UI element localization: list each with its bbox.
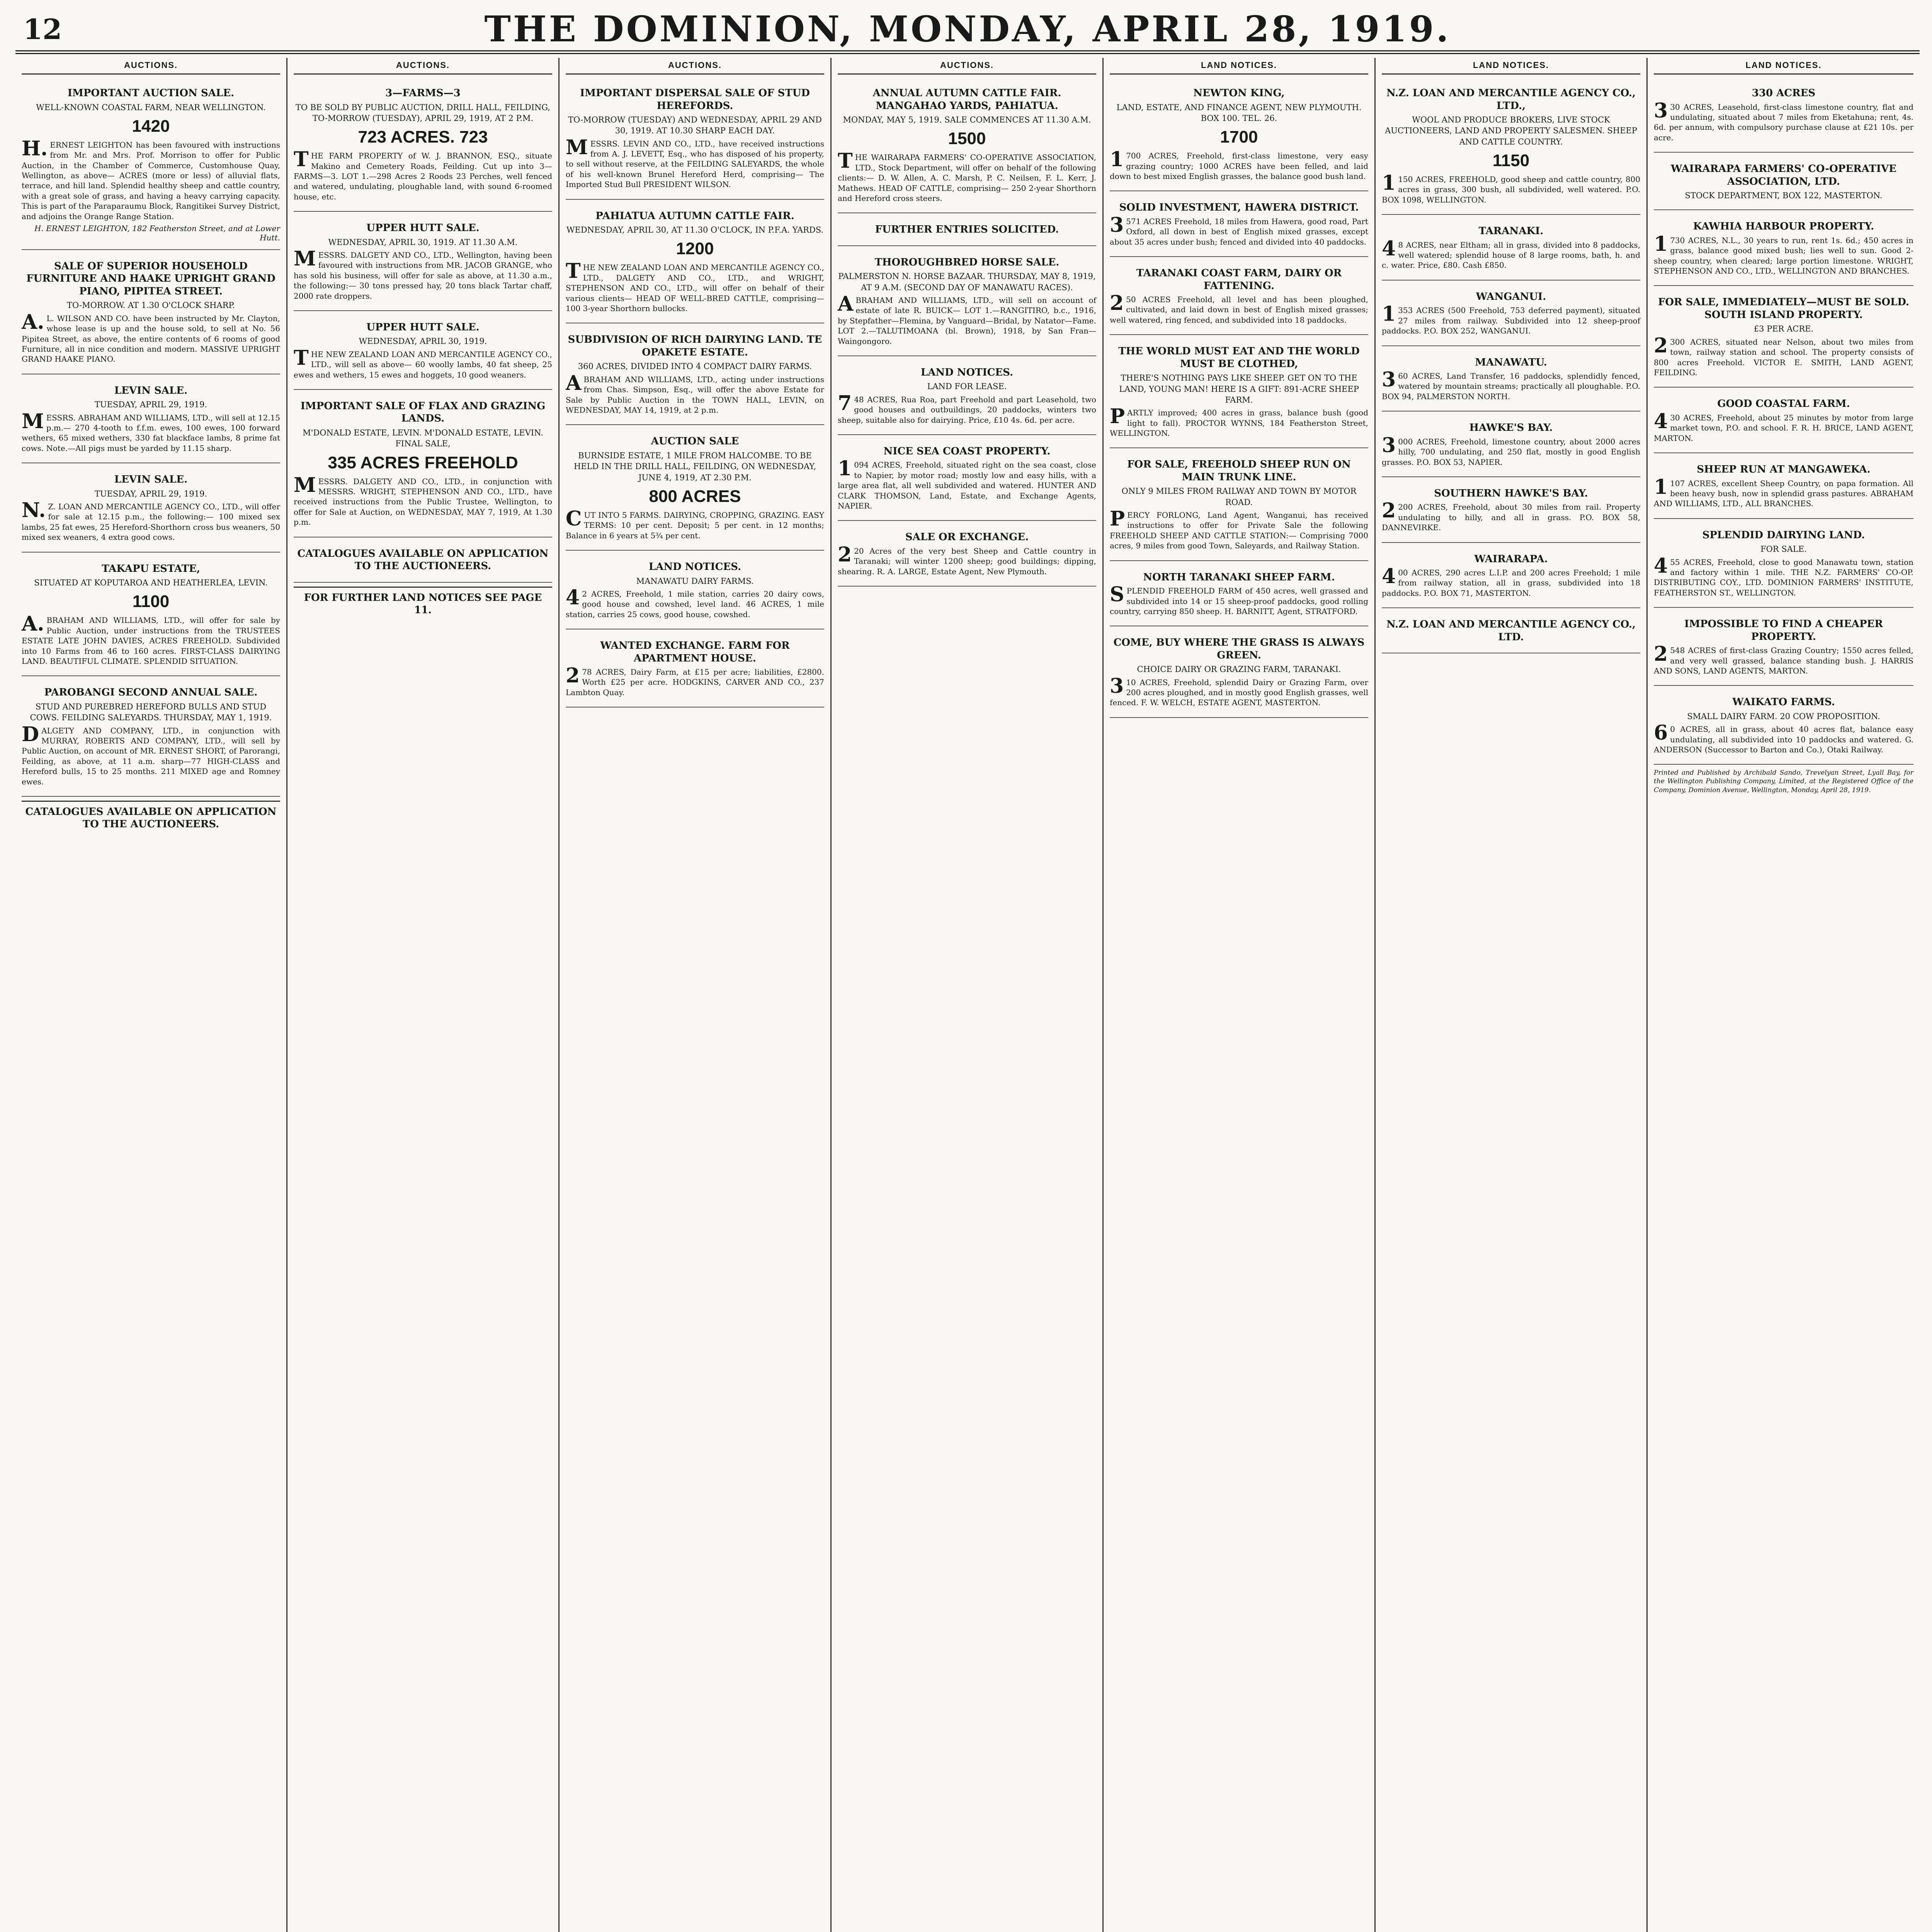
classified-ad	[838, 360, 1096, 435]
ad-title: SOUTHERN HAWKE'S BAY.	[1434, 487, 1588, 499]
ad-body: A.BRAHAM AND WILLIAMS, LTD., will offer for sale by Public Auction, under instructions from the TRUSTEES ESTATE LATE JOHN DAVIES, ACRES FREEHOLD. Subdivided into 10 Farms from 46 to 160 acres. FIRST-CLASS DAIRYING LAND. BEAUTIFUL CLIMATE. SPLENDID SITUATION.	[22, 612, 280, 666]
ad-title: GOOD COASTAL FARM.	[1717, 398, 1850, 410]
ad-acreage: 1700	[1220, 128, 1258, 147]
column-heading: LAND NOTICES.	[1110, 58, 1368, 75]
ad-acreage: 1100	[132, 592, 170, 611]
ad-title: PAHIATUA AUTUMN CATTLE FAIR.	[595, 210, 794, 222]
ad-acreage: 800 ACRES	[649, 486, 741, 506]
ad-body: 250 ACRES Freehold, all level and has been ploughed, cultivated, and laid down in best of English mixed grasses; well watered, ring fenced, and subdivided into 18 paddocks.	[1110, 291, 1368, 325]
ad-body: CUT INTO 5 FARMS. DAIRYING, CROPPING, GRAZING. EASY TERMS: 10 per cent. Deposit; 5 per cent. in 12 months; Balance in 6 years at 5¾ per cent.	[566, 507, 824, 540]
ad-title: SHEEP RUN AT MANGAWEKA.	[1697, 464, 1871, 476]
ad-body: SPLENDID FREEHOLD FARM of 450 acres, well grassed and subdivided into 14 or 15 sheep-proof paddocks, good rolling country, carrying 850 sheep. H. BARNITT, Agent, STRATFORD.	[1110, 583, 1368, 616]
ad-title: LAND NOTICES.	[920, 366, 1014, 378]
ad-title: SALE OF SUPERIOR HOUSEHOLD FURNITURE AND HAAKE UPRIGHT GRAND PIANO, PIPITEA STREET.	[26, 260, 276, 297]
ad-title: TARANAKI COAST FARM, DAIRY OR FATTENING.	[1136, 267, 1342, 292]
ad-title: SPLENDID DAIRYING LAND.	[1702, 529, 1865, 541]
ad-title: HAWKE'S BAY.	[1469, 422, 1553, 434]
ad-body: 1107 ACRES, excellent Sheep Country, on papa formation. All been heavy bush, now in splendid grass pastures. ABRAHAM AND WILLIAMS, LTD., ALL BRANCHES.	[1654, 475, 1913, 509]
classified-ad	[566, 327, 824, 425]
classified-ad	[838, 250, 1096, 356]
classified-ad	[566, 633, 824, 707]
ad-title: N.Z. LOAN AND MERCANTILE AGENCY CO., LTD.,	[1386, 87, 1636, 112]
ad-title: FOR SALE, IMMEDIATELY—MUST BE SOLD. SOUTH ISLAND PROPERTY.	[1658, 296, 1910, 321]
newspaper-title: THE DOMINION, MONDAY, APRIL 28, 1919.	[484, 8, 1451, 50]
ad-subtitle: TUESDAY, APRIL 29, 1919.	[94, 400, 207, 410]
ad-title: IMPORTANT AUCTION SALE.	[67, 87, 235, 99]
classified-ad	[1110, 565, 1368, 627]
classified-ad	[22, 81, 280, 250]
ad-body: 42 ACRES, Freehold, 1 mile station, carries 20 dairy cows, good house and cowshed, level land. 46 ACRES, 1 mile station, carries 25 cows, good house, cowshed.	[566, 585, 824, 619]
ad-body: A.L. WILSON AND CO. have been instructed by Mr. Clayton, whose lease is up and the house sold, to sell at No. 56 Pipitea Street, as above, the entire contents of 6 rooms of good Furniture, all in nice condition and modern. MASSIVE UPRIGHT GRAND HAAKE PIANO.	[22, 310, 280, 364]
classified-ad	[1654, 214, 1913, 286]
ad-acreage: 723 ACRES. 723	[358, 128, 488, 147]
column-6	[1376, 58, 1648, 1932]
ad-body: MESSRS. ABRAHAM AND WILLIAMS, LTD., will sell at 12.15 p.m.— 270 4-tooth to f.f.m. ewes, 100 ewes, 100 forward wethers, 65 mixed wethers, 330 fat blackface lambs, 8 prime fat cows. Note.—All pigs must be yarded by 11.15 sharp.	[22, 409, 280, 453]
ad-title: IMPORTANT SALE OF FLAX AND GRAZING LANDS.	[300, 400, 546, 425]
ad-subtitle: CHOICE DAIRY OR GRAZING FARM, TARANAKI.	[1137, 665, 1341, 674]
ad-body: MESSRS. DALGETY AND CO., LTD., in conjunction with MESSRS. WRIGHT, STEPHENSON AND CO., LTD., have received instructions from the Public Trustee, Wellington, to offer for Sale at Auction, on WEDNESDAY, MAY 7, 1919, At 1.30 p.m.	[294, 473, 552, 527]
ad-title: FOR SALE, FREEHOLD SHEEP RUN ON MAIN TRUNK LINE.	[1127, 459, 1351, 483]
ad-body: MESSRS. LEVIN AND CO., LTD., have received instructions from A. J. LEVETT, Esq., who has disposed of his property, to sell without reserve, at the FEILDING SALEYARDS, the whole of his well-known Brunel Hereford Herd, comprising— The Imported Stud Bull PRESIDENT WILSON.	[566, 135, 824, 189]
ad-body: 220 Acres of the very best Sheep and Cattle country in Taranaki; will winter 1200 sheep; good buildings; dipping, shearing. R. A. LARGE, Estate Agent, New Plymouth.	[838, 543, 1096, 576]
classified-ad	[566, 429, 824, 551]
column-7	[1648, 58, 1920, 1932]
ad-body: 2200 ACRES, Freehold, about 30 miles from rail. Property undulating to hilly, and all in grass. P.O. BOX 58, DANNEVIRKE.	[1382, 499, 1640, 532]
ad-subtitle: M'DONALD ESTATE, LEVIN. M'DONALD ESTATE, LEVIN. FINAL SALE,	[303, 428, 543, 449]
ad-subtitle: TUESDAY, APRIL 29, 1919.	[94, 489, 207, 498]
ad-signature: H. ERNEST LEIGHTON, 182 Featherston Street, and at Lower Hutt.	[34, 223, 280, 242]
ad-acreage: 1500	[948, 129, 986, 148]
ad-subtitle: TO BE SOLD BY PUBLIC AUCTION, DRILL HALL, FEILDING, TO-MORROW (TUESDAY), APRIL 29, 1919, AT 2 P.M.	[295, 102, 551, 123]
ad-subtitle: STUD AND PUREBRED HEREFORD BULLS AND STUD COWS. FEILDING SALEYARDS. THURSDAY, MAY 1, 1919.	[30, 702, 272, 723]
classified-ad	[838, 217, 1096, 246]
classified-ad	[1382, 612, 1640, 653]
classified-ad	[1382, 350, 1640, 412]
classified-ad	[1654, 457, 1913, 519]
classified-ad	[1382, 547, 1640, 609]
ad-title: ANNUAL AUTUMN CATTLE FAIR. MANGAHAO YARDS, PAHIATUA.	[872, 87, 1061, 112]
ad-title: SOLID INVESTMENT, HAWERA DISTRICT.	[1119, 202, 1359, 214]
column-heading: LAND NOTICES.	[1654, 58, 1913, 75]
ad-title: LEVIN SALE.	[114, 474, 188, 486]
ad-title: SUBDIVISION OF RICH DAIRYING LAND. TE OPAKETE ESTATE.	[568, 334, 822, 358]
classified-ad	[294, 216, 552, 311]
ad-acreage: 1150	[1492, 151, 1530, 170]
column-4	[832, 58, 1104, 1932]
masthead	[15, 8, 1920, 54]
classified-ad	[1654, 612, 1913, 686]
ad-title: TARANAKI.	[1478, 225, 1544, 237]
publisher-imprint: Printed and Published by Archibald Sando, Trevelyan Street, Lyall Bay, for the Wellington Publishing Company, Limited, at the Registered Office of the Company, Dominion Avenue, Wellington, Monday, April 28, 1919.	[1654, 769, 1913, 794]
ad-title: MANAWATU.	[1475, 356, 1547, 368]
ad-subtitle: SMALL DAIRY FARM. 20 COW PROPOSITION.	[1687, 711, 1880, 721]
column-2	[287, 58, 560, 1932]
ad-body: ABRAHAM AND WILLIAMS, LTD., will sell on account of estate of late R. BUICK— LOT 1.—RANGITIRO, b.c., 1916, by Stepfather—Flemina, by Vanguard—Bridal, by Natator—Fame. LOT 2.—TALUTIMOANA (bl. Brown), 1918, by San Fran—Waingongoro.	[838, 292, 1096, 346]
ad-body: DALGETY AND COMPANY, LTD., in conjunction with MURRAY, ROBERTS AND COMPANY, LTD., will sell by Public Auction, on account of MR. ERNEST SHORT, of Parorangi, Feilding, as above, at 11 a.m. sharp—77 HIGH-CLASS and Hereford bulls, 15 to 25 months. 211 MIXED age and Romney ewes.	[22, 722, 280, 786]
ad-body: 330 ACRES, Leasehold, first-class limestone country, flat and undulating, situated about 7 miles from Eketahuna; rent, 4s. 6d. per annum, with compulsory purchase clause at £21 10s. per acre.	[1654, 99, 1913, 142]
ad-subtitle: WEDNESDAY, APRIL 30, 1919.	[359, 337, 487, 346]
ad-subtitle: STOCK DEPARTMENT, BOX 122, MASTERTON.	[1685, 191, 1883, 201]
ad-title: LAND NOTICES.	[648, 561, 742, 573]
ad-subtitle: LAND, ESTATE, AND FINANCE AGENT, NEW PLYMOUTH. BOX 100. TEL. 26.	[1116, 102, 1362, 123]
ad-body: 1094 ACRES, Freehold, situated right on the sea coast, close to Napier, by motor road; mostly low and easy hills, with a large area flat, all well subdivided and watered. HUNTER AND CLARK THOMSON, Land, Estate, and Exchange Agents, NAPIER.	[838, 457, 1096, 511]
classified-ad	[838, 81, 1096, 213]
ad-title: 330 ACRES	[1752, 87, 1816, 99]
ad-title: THOROUGHBRED HORSE SALE.	[874, 256, 1060, 268]
ad-title: WANTED EXCHANGE. FARM FOR APARTMENT HOUSE.	[600, 640, 790, 664]
ad-body: 748 ACRES, Rua Roa, part Freehold and part Leasehold, two good houses and outbuildings, 20 paddocks, winters two sheep, suitable also for dairying. Price, £10 4s. 6d. per acre.	[838, 391, 1096, 425]
column-heading: AUCTIONS.	[838, 58, 1096, 75]
classified-ad	[838, 439, 1096, 521]
ad-body: 2548 ACRES of first-class Grazing Country; 1550 acres felled, and very well grassed, balance standing bush. J. HARRIS AND SONS, LAND AGENTS, MARTON.	[1654, 642, 1913, 675]
ad-body: 310 ACRES, Freehold, splendid Dairy or Grazing Farm, over 200 acres ploughed, and in mostly good English grasses, well fenced. F. W. WELCH, ESTATE AGENT, MASTERTON.	[1110, 674, 1368, 707]
ad-subtitle: WEDNESDAY, APRIL 30, AT 11.30 O'CLOCK, IN P.F.A. YARDS.	[566, 225, 824, 235]
classified-ad	[1654, 81, 1913, 153]
classified-ad	[22, 467, 280, 552]
classified-ad	[1110, 339, 1368, 448]
ad-title: UPPER HUTT SALE.	[366, 321, 480, 333]
ad-title: THE WORLD MUST EAT AND THE WORLD MUST BE CLOTHED,	[1118, 345, 1360, 370]
classified-ad	[1382, 415, 1640, 477]
further-notices-footer: FOR FURTHER LAND NOTICES SEE PAGE 11.	[294, 587, 552, 617]
classified-ad	[566, 204, 824, 324]
ad-body: 455 ACRES, Freehold, close to good Manawatu town, station and factory within 1 mile. THE N.Z. FARMERS' CO-OP. DISTRIBUTING COY., LTD. DOMINION FARMERS' INSTITUTE, FEATHERSTON ST., WELLINGTON.	[1654, 554, 1913, 597]
ad-body: 278 ACRES, Dairy Farm, at £15 per acre; liabilities, £2800. Worth £25 per acre. HODGKINS, CARVER AND CO., 237 Lambton Quay.	[566, 664, 824, 697]
column-heading: AUCTIONS.	[566, 58, 824, 75]
ad-subtitle: WEDNESDAY, APRIL 30, 1919. AT 11.30 A.M.	[328, 237, 518, 247]
ad-title: UPPER HUTT SALE.	[366, 222, 480, 234]
ad-title: WAIRARAPA.	[1474, 553, 1548, 565]
ad-body: THE NEW ZEALAND LOAN AND MERCANTILE AGENCY CO., LTD., DALGETY AND CO., LTD., and WRIGHT, STEPHENSON AND CO., LTD., will offer on behalf of their various clients— HEAD OF WELL-BRED CATTLE, comprising— 100 3-year Shorthorn bullocks.	[566, 259, 824, 313]
ad-body: THE NEW ZEALAND LOAN AND MERCANTILE AGENCY CO., LTD., will sell as above— 60 woolly lambs, 40 fat sheep, 25 ewes and wethers, 15 ewes and hoggets, 10 good weaners.	[294, 346, 552, 379]
ad-title: AUCTION SALE	[651, 435, 739, 447]
ad-subtitle: BURNSIDE ESTATE, 1 MILE FROM HALCOMBE. TO BE HELD IN THE DRILL HALL, FEILDING, ON WEDNESDAY, JUNE 4, 1919, AT 2.30 P.M.	[573, 451, 816, 482]
column-heading: LAND NOTICES.	[1382, 58, 1640, 75]
classified-ad	[1382, 219, 1640, 281]
classified-ad	[1654, 290, 1913, 388]
ad-title: IMPOSSIBLE TO FIND A CHEAPER PROPERTY.	[1684, 618, 1883, 643]
ad-title: TAKAPU ESTATE,	[102, 563, 200, 575]
ad-subtitle: 360 ACRES, DIVIDED INTO 4 COMPACT DAIRY FARMS.	[578, 362, 812, 371]
ad-title: FURTHER ENTRIES SOLICITED.	[875, 224, 1059, 236]
classified-ad	[294, 81, 552, 212]
classified-ad	[1110, 81, 1368, 191]
classified-ad	[1110, 195, 1368, 257]
ad-title: NORTH TARANAKI SHEEP FARM.	[1143, 571, 1335, 583]
classified-ad	[294, 315, 552, 390]
classified-ad	[1654, 523, 1913, 608]
ad-body: MESSRS. DALGETY AND CO., LTD., Wellington, having been favoured with instructions from MR. JACOB GRANGE, who has sold his business, will offer for sale as above, at 11.30 a.m., the following:— 30 tons pressed hay, 20 tons black Tartar chaff, 2000 rate droppers.	[294, 247, 552, 301]
ad-body: H.ERNEST LEIGHTON has been favoured with instructions from Mr. and Mrs. Prof. Morrison to offer for Public Auction, in the Chamber of Commerce, Customhouse Quay, Wellington, as above— ACRES (more or less) of alluvial flats, terrace, and hill land. Splendid healthy sheep and cattle country, with a great sole of grass, and having a heavy carrying capacity. This is part of the Paraparaumu Block, Rangitikei Survey District, and adjoins the Orange Range Station.	[22, 136, 280, 221]
ad-subtitle: MONDAY, MAY 5, 1919. SALE COMMENCES AT 11.30 A.M.	[843, 115, 1091, 124]
ad-title: PAROBANGI SECOND ANNUAL SALE.	[44, 687, 258, 699]
ad-columns	[15, 58, 1920, 1932]
ad-body: 3571 ACRES Freehold, 18 miles from Hawera, good road, Part Oxford, all down in best of English mixed grasses, except about 35 acres under bush; fenced and divided into 40 paddocks.	[1110, 213, 1368, 247]
ad-subtitle: WELL-KNOWN COASTAL FARM, NEAR WELLINGTON.	[36, 102, 266, 112]
classified-ad	[566, 81, 824, 200]
ad-body: 430 ACRES, Freehold, about 25 minutes by motor from large market town, P.O. and school. F. R. H. BRICE, LAND AGENT, MARTON.	[1654, 409, 1913, 443]
ad-title: WAIKATO FARMS.	[1732, 696, 1835, 708]
ad-title: WAIRARAPA FARMERS' CO-OPERATIVE ASSOCIATION, LTD.	[1671, 163, 1896, 187]
ad-body: 60 ACRES, all in grass, about 40 acres flat, balance easy undulating, all subdivided into 10 paddocks and watered. G. ANDERSON (Successor to Barton and Co.), Otaki Railway.	[1654, 721, 1913, 754]
ad-body: 2300 ACRES, situated near Nelson, about two miles from town, railway station and school. The property consists of 800 acres Freehold. VICTOR E. SMITH, LAND AGENT, FEILDING.	[1654, 333, 1913, 377]
classified-ad	[1110, 452, 1368, 561]
ad-title: NEWTON KING,	[1193, 87, 1285, 99]
classified-ad	[566, 554, 824, 629]
classified-ad	[1654, 690, 1913, 765]
classified-ad	[22, 680, 280, 797]
catalogues-footer: CATALOGUES AVAILABLE ON APPLICATION TO THE AUCTIONEERS.	[22, 801, 280, 831]
ad-subtitle: LAND FOR LEASE.	[927, 382, 1007, 391]
ad-title: WANGANUI.	[1476, 291, 1546, 303]
ad-title: SALE OR EXCHANGE.	[905, 531, 1029, 543]
column-heading: AUCTIONS.	[294, 58, 552, 75]
ad-subtitle: SITUATED AT KOPUTAROA AND HEATHERLEA, LEVIN.	[34, 578, 268, 588]
classified-ad	[22, 556, 280, 677]
ad-body: THE WAIRARAPA FARMERS' CO-OPERATIVE ASSOCIATION, LTD., Stock Department, will offer on behalf of the following clients:— D. W. Allen, A. C. Marsh, P. C. Neilsen, F. L. Kerr, J. Mathews. HEAD OF CATTLE, comprising— 250 2-year Shorthorn and Hereford cross steers.	[838, 149, 1096, 203]
ad-body: PERCY FORLONG, Land Agent, Wanganui, has received instructions to offer for Private Sale the following FREEHOLD SHEEP AND CATTLE STATION:— Comprising 7000 acres, 9 miles from good Town, Saleyards, and Railway Station.	[1110, 507, 1368, 551]
classified-ad	[1110, 630, 1368, 718]
ad-body: 48 ACRES, near Eltham; all in grass, divided into 8 paddocks, well watered; splendid house of 8 large rooms, bath, h. and c. water. Price, £80. Cash £850.	[1382, 236, 1640, 270]
ad-body: N.Z. LOAN AND MERCANTILE AGENCY CO., LTD., will offer for sale at 12.15 p.m., the following:— 100 mixed sex lambs, 25 fat ewes, 25 Hereford-Shorthorn cross bus weaners, 50 mixed sex weaners, 4 extra good cows.	[22, 498, 280, 542]
column-5	[1104, 58, 1376, 1932]
ad-body: THE FARM PROPERTY of W. J. BRANNON, ESQ., situate Makino and Cemetery Roads, Feilding. Cut up into 3—FARMS—3. LOT 1.—298 Acres 2 Roods 23 Perches, well fenced and watered, undulating, ploughable land, with sound 6-roomed house, etc.	[294, 148, 552, 201]
ad-title: IMPORTANT DISPERSAL SALE OF STUD HEREFORDS.	[580, 87, 810, 112]
ad-subtitle: ONLY 9 MILES FROM RAILWAY AND TOWN BY MOTOR ROAD.	[1121, 486, 1357, 507]
classified-ad	[294, 394, 552, 537]
ad-title: LEVIN SALE.	[114, 384, 188, 396]
column-1	[15, 58, 287, 1932]
ad-subtitle: FOR SALE.	[1760, 544, 1807, 554]
ad-body: 1700 ACRES, Freehold, first-class limestone, very easy grazing country; 1000 ACRES have been felled, and laid down to best mixed English grasses, the balance good bush land.	[1110, 148, 1368, 181]
page-number: 12	[23, 12, 62, 46]
classified-ad	[1110, 261, 1368, 335]
ad-subtitle: TO-MORROW (TUESDAY) AND WEDNESDAY, APRIL 29 AND 30, 1919. AT 10.30 SHARP EACH DAY.	[568, 115, 822, 136]
classified-ad	[22, 254, 280, 374]
ad-body: ABRAHAM AND WILLIAMS, LTD., acting under instructions from Chas. Simpson, Esq., will offer the above Estate for Sale by Public Auction in the TOWN HALL, LEVIN, on WEDNESDAY, MAY 14, 1919, at 2 p.m.	[566, 371, 824, 415]
ad-body: 400 ACRES, 290 acres L.I.P. and 200 acres Freehold; 1 mile from railway station, all in grass, subdivided into 18 paddocks. P.O. BOX 71, MASTERTON.	[1382, 565, 1640, 598]
classified-ad	[1654, 391, 1913, 453]
ad-body: 3000 ACRES, Freehold, limestone country, about 2000 acres hilly, 700 undulating, and 250 flat, mostly in good English grasses. P.O. BOX 53, NAPIER.	[1382, 433, 1640, 467]
classified-ad	[22, 378, 280, 463]
ad-body: 1353 ACRES (500 Freehold, 753 deferred payment), situated 27 miles from railway. Subdivided into 12 sheep-proof paddocks. P.O. BOX 252, WANGANUI.	[1382, 302, 1640, 336]
ad-title: KAWHIA HARBOUR PROPERTY.	[1693, 221, 1874, 233]
ad-title: CATALOGUES AVAILABLE ON APPLICATION TO THE AUCTIONEERS.	[297, 548, 549, 572]
ad-subtitle: PALMERSTON N. HORSE BAZAAR. THURSDAY, MAY 8, 1919, AT 9 A.M. (SECOND DAY OF MANAWATU RACES).	[838, 272, 1096, 292]
ad-acreage: 1420	[132, 116, 170, 136]
ad-subtitle: £3 PER ACRE.	[1753, 324, 1814, 334]
ad-title: N.Z. LOAN AND MERCANTILE AGENCY CO., LTD.	[1386, 619, 1636, 643]
classified-ad	[294, 541, 552, 583]
column-heading: AUCTIONS.	[22, 58, 280, 75]
ad-acreage: 1200	[676, 239, 714, 259]
ad-body: 1150 ACRES, FREEHOLD, good sheep and cattle country, 800 acres in grass, 300 bush, all subdivided, well watered. P.O. BOX 1098, WELLINGTON.	[1382, 171, 1640, 204]
classified-ad	[1654, 156, 1913, 210]
classified-ad	[1382, 481, 1640, 543]
column-3	[560, 58, 832, 1932]
ad-title: 3—FARMS—3	[385, 87, 461, 99]
ad-subtitle: TO-MORROW. AT 1.30 O'CLOCK SHARP.	[67, 301, 235, 310]
classified-ad	[838, 525, 1096, 587]
ad-title: NICE SEA COAST PROPERTY.	[883, 445, 1051, 457]
ad-title: COME, BUY WHERE THE GRASS IS ALWAYS GREEN.	[1113, 637, 1365, 661]
ad-body: 1730 ACRES, N.L., 30 years to run, rent 1s. 6d.; 450 acres in grass, balance good mixed bush; lies well to sun. Good 2-sheep country, when cleared; large portion limestone. WRIGHT, STEPHENSON AND CO., LTD., WELLINGTON AND BRANCHES.	[1654, 232, 1913, 276]
classified-ad	[1382, 81, 1640, 215]
ad-body: 360 ACRES, Land Transfer, 16 paddocks, splendidly fenced, watered by mountain streams; practically all ploughable. P.O. BOX 94, PALMERSTON NORTH.	[1382, 368, 1640, 401]
ad-subtitle: WOOL AND PRODUCE BROKERS, LIVE STOCK AUCTIONEERS, LAND AND PROPERTY SALESMEN. SHEEP AND CATTLE COUNTRY.	[1385, 115, 1637, 146]
ad-subtitle: MANAWATU DAIRY FARMS.	[636, 576, 754, 586]
ad-subtitle: THERE'S NOTHING PAYS LIKE SHEEP. GET ON TO THE LAND, YOUNG MAN! HERE IS A GIFT: 891-ACRE SHEEP FARM.	[1119, 373, 1359, 405]
ad-body: PARTLY improved; 400 acres in grass, balance bush (good light to fall). PROCTOR WYNNS, 184 Featherston Street, WELLINGTON.	[1110, 405, 1368, 438]
ad-acreage: 335 ACRES FREEHOLD	[328, 453, 518, 472]
classified-ad	[1382, 284, 1640, 346]
